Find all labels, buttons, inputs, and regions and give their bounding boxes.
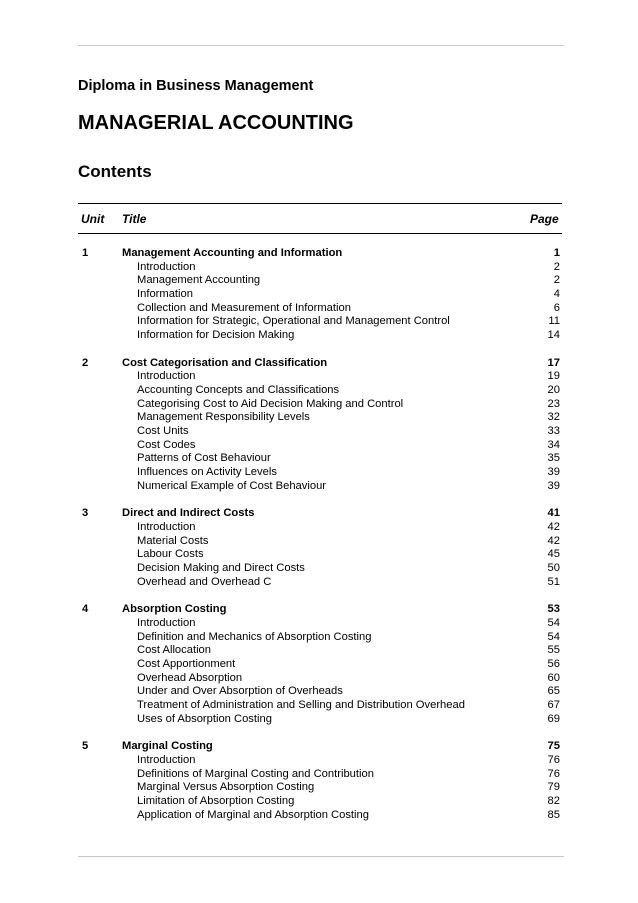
- section-title: Overhead Absorption: [137, 671, 243, 684]
- section-page: 23: [547, 397, 560, 410]
- section-indent: [78, 754, 122, 768]
- toc-section-row: [78, 274, 560, 288]
- section-page: 32: [547, 411, 560, 424]
- section-page: 20: [547, 383, 560, 396]
- section-title: Introduction: [137, 520, 196, 533]
- toc-unit-row: [78, 357, 560, 371]
- section-title: Management Responsibility Levels: [137, 411, 310, 424]
- section-page: 56: [547, 657, 560, 670]
- section-page: 2: [553, 274, 560, 287]
- toc-section-row: [78, 535, 560, 549]
- section-title: Definitions of Marginal Costing and Contribution: [137, 767, 374, 780]
- section-indent: [78, 521, 122, 535]
- section-title: Introduction: [137, 753, 196, 766]
- section-page: 65: [547, 685, 560, 698]
- unit-page: 75: [547, 740, 560, 753]
- unit-number: 1: [82, 247, 89, 259]
- section-indent: [78, 329, 122, 343]
- section-page: 6: [553, 301, 560, 314]
- section-title: Treatment of Administration and Selling and Distribution Overhead: [137, 699, 465, 712]
- column-header-title: Title: [122, 212, 147, 226]
- section-title: Accounting Concepts and Classifications: [137, 383, 340, 396]
- section-title: Under and Over Absorption of Overheads: [137, 685, 343, 698]
- section-page: 54: [547, 616, 560, 629]
- section-title: Uses of Absorption Costing: [137, 712, 272, 725]
- document-title: MANAGERIAL ACCOUNTING: [78, 112, 354, 134]
- unit-spacer: [78, 726, 560, 740]
- toc-section-row: [78, 261, 560, 275]
- section-indent: [78, 685, 122, 699]
- toc-unit-4: [78, 603, 560, 726]
- section-page: 82: [547, 794, 560, 807]
- section-title: Patterns of Cost Behaviour: [137, 452, 271, 465]
- unit-page: 41: [547, 507, 560, 520]
- section-title: Introduction: [137, 260, 196, 273]
- unit-title: Direct and Indirect Costs: [122, 507, 255, 520]
- section-page: 11: [548, 315, 560, 328]
- section-page: 76: [547, 767, 560, 780]
- section-title: Management Accounting: [137, 274, 261, 287]
- section-page: 2: [553, 260, 560, 273]
- unit-title: Absorption Costing: [122, 603, 227, 616]
- toc-section-row: [78, 411, 560, 425]
- toc-section-row: [78, 439, 560, 453]
- section-indent: [78, 384, 122, 398]
- section-page: 50: [547, 562, 560, 575]
- unit-page: 53: [547, 603, 560, 616]
- toc-section-row: [78, 781, 560, 795]
- section-title: Categorising Cost to Aid Decision Making and Control: [137, 397, 404, 410]
- toc-section-row: [78, 685, 560, 699]
- toc-section-row: [78, 425, 560, 439]
- section-title: Introduction: [137, 370, 196, 383]
- section-title: Influences on Activity Levels: [137, 466, 277, 479]
- section-indent: [78, 781, 122, 795]
- section-page: 34: [547, 438, 560, 451]
- unit-number: 2: [82, 356, 89, 369]
- table-of-contents: [78, 247, 560, 822]
- toc-unit-2: [78, 357, 560, 494]
- section-page: 4: [553, 288, 560, 301]
- toc-section-row: [78, 521, 560, 535]
- section-title: Overhead and Overhead C: [137, 575, 272, 588]
- unit-page: 1: [553, 247, 560, 259]
- section-page: 67: [547, 699, 560, 712]
- section-indent: [78, 302, 122, 316]
- toc-section-row: [78, 370, 560, 384]
- section-indent: [78, 644, 122, 658]
- toc-section-row: [78, 672, 560, 686]
- section-indent: [78, 795, 122, 809]
- unit-title: Cost Categorisation and Classification: [122, 356, 328, 369]
- section-title: Application of Marginal and Absorption Costing: [137, 808, 369, 821]
- toc-section-row: [78, 329, 560, 343]
- toc-section-row: [78, 452, 560, 466]
- section-indent: [78, 398, 122, 412]
- section-title: Information for Strategic, Operational and Management Control: [137, 315, 450, 328]
- section-page: 45: [547, 548, 560, 561]
- toc-section-row: [78, 466, 560, 480]
- section-title: Cost Codes: [137, 438, 196, 451]
- section-page: 69: [547, 712, 560, 725]
- unit-number: 3: [82, 507, 89, 520]
- section-indent: [78, 439, 122, 453]
- toc-unit-3: [78, 507, 560, 589]
- unit-number: 5: [82, 740, 89, 753]
- toc-section-row: [78, 576, 560, 590]
- section-indent: [78, 699, 122, 713]
- section-indent: [78, 288, 122, 302]
- section-page: 60: [547, 671, 560, 684]
- unit-number: 4: [82, 603, 89, 616]
- section-page: 42: [547, 520, 560, 533]
- toc-unit-row: [78, 603, 560, 617]
- unit-page: 17: [547, 356, 560, 369]
- toc-section-row: [78, 644, 560, 658]
- section-indent: [78, 631, 122, 645]
- section-page: 39: [547, 479, 560, 492]
- section-indent: [78, 768, 122, 782]
- column-header-page: Page: [530, 212, 559, 226]
- toc-unit-row: [78, 740, 560, 754]
- toc-section-row: [78, 631, 560, 645]
- toc-section-row: [78, 384, 560, 398]
- toc-section-row: [78, 315, 560, 329]
- section-page: 55: [547, 644, 560, 657]
- section-title: Labour Costs: [137, 548, 204, 561]
- toc-section-row: [78, 480, 560, 494]
- toc-section-row: [78, 548, 560, 562]
- section-title: Numerical Example of Cost Behaviour: [137, 479, 327, 492]
- document-subtitle: Diploma in Business Management: [78, 78, 314, 94]
- section-page: 33: [547, 425, 560, 438]
- section-title: Material Costs: [137, 534, 209, 547]
- section-page: 42: [547, 534, 560, 547]
- section-indent: [78, 713, 122, 727]
- section-title: Marginal Versus Absorption Costing: [137, 781, 315, 794]
- table-header-rule: [78, 233, 562, 234]
- unit-spacer: [78, 343, 560, 357]
- toc-unit-5: [78, 740, 560, 822]
- section-title: Collection and Measurement of Information: [137, 301, 351, 314]
- column-header-unit: Unit: [81, 212, 105, 226]
- unit-title: Management Accounting and Information: [122, 247, 343, 259]
- toc-section-row: [78, 398, 560, 412]
- section-page: 14: [547, 329, 560, 342]
- toc-section-row: [78, 658, 560, 672]
- section-title: Limitation of Absorption Costing: [137, 794, 295, 807]
- section-title: Information: [137, 288, 193, 301]
- section-indent: [78, 562, 122, 576]
- section-indent: [78, 535, 122, 549]
- toc-unit-1: [78, 247, 560, 343]
- section-indent: [78, 576, 122, 590]
- unit-spacer: [78, 589, 560, 603]
- section-indent: [78, 411, 122, 425]
- section-indent: [78, 658, 122, 672]
- section-indent: [78, 809, 122, 823]
- section-indent: [78, 261, 122, 275]
- toc-section-row: [78, 713, 560, 727]
- section-page: 51: [547, 575, 560, 588]
- section-title: Decision Making and Direct Costs: [137, 562, 305, 575]
- section-page: 85: [547, 808, 560, 821]
- section-indent: [78, 480, 122, 494]
- section-title: Information for Decision Making: [137, 329, 295, 342]
- page-bottom-rule: [78, 856, 564, 857]
- section-page: 76: [547, 753, 560, 766]
- table-top-rule: [78, 203, 562, 204]
- section-page: 54: [547, 630, 560, 643]
- toc-section-row: [78, 617, 560, 631]
- toc-section-row: [78, 288, 560, 302]
- section-indent: [78, 617, 122, 631]
- section-page: 39: [547, 466, 560, 479]
- section-indent: [78, 672, 122, 686]
- section-page: 35: [547, 452, 560, 465]
- section-indent: [78, 452, 122, 466]
- toc-unit-row: [78, 507, 560, 521]
- toc-unit-row: [78, 247, 560, 261]
- section-indent: [78, 315, 122, 329]
- section-indent: [78, 548, 122, 562]
- section-indent: [78, 466, 122, 480]
- toc-section-row: [78, 795, 560, 809]
- section-title: Cost Units: [137, 425, 189, 438]
- toc-section-row: [78, 809, 560, 823]
- section-indent: [78, 274, 122, 288]
- section-title: Cost Allocation: [137, 644, 212, 657]
- section-title: Cost Apportionment: [137, 657, 236, 670]
- unit-spacer: [78, 493, 560, 507]
- section-title: Introduction: [137, 616, 196, 629]
- toc-section-row: [78, 754, 560, 768]
- toc-section-row: [78, 699, 560, 713]
- section-page: 79: [547, 781, 560, 794]
- unit-title: Marginal Costing: [122, 740, 213, 753]
- section-title: Definition and Mechanics of Absorption Costing: [137, 630, 372, 643]
- section-indent: [78, 370, 122, 384]
- page-top-rule: [78, 45, 564, 46]
- section-page: 19: [547, 370, 560, 383]
- toc-section-row: [78, 768, 560, 782]
- contents-heading: Contents: [78, 162, 152, 181]
- toc-section-row: [78, 562, 560, 576]
- toc-section-row: [78, 302, 560, 316]
- section-indent: [78, 425, 122, 439]
